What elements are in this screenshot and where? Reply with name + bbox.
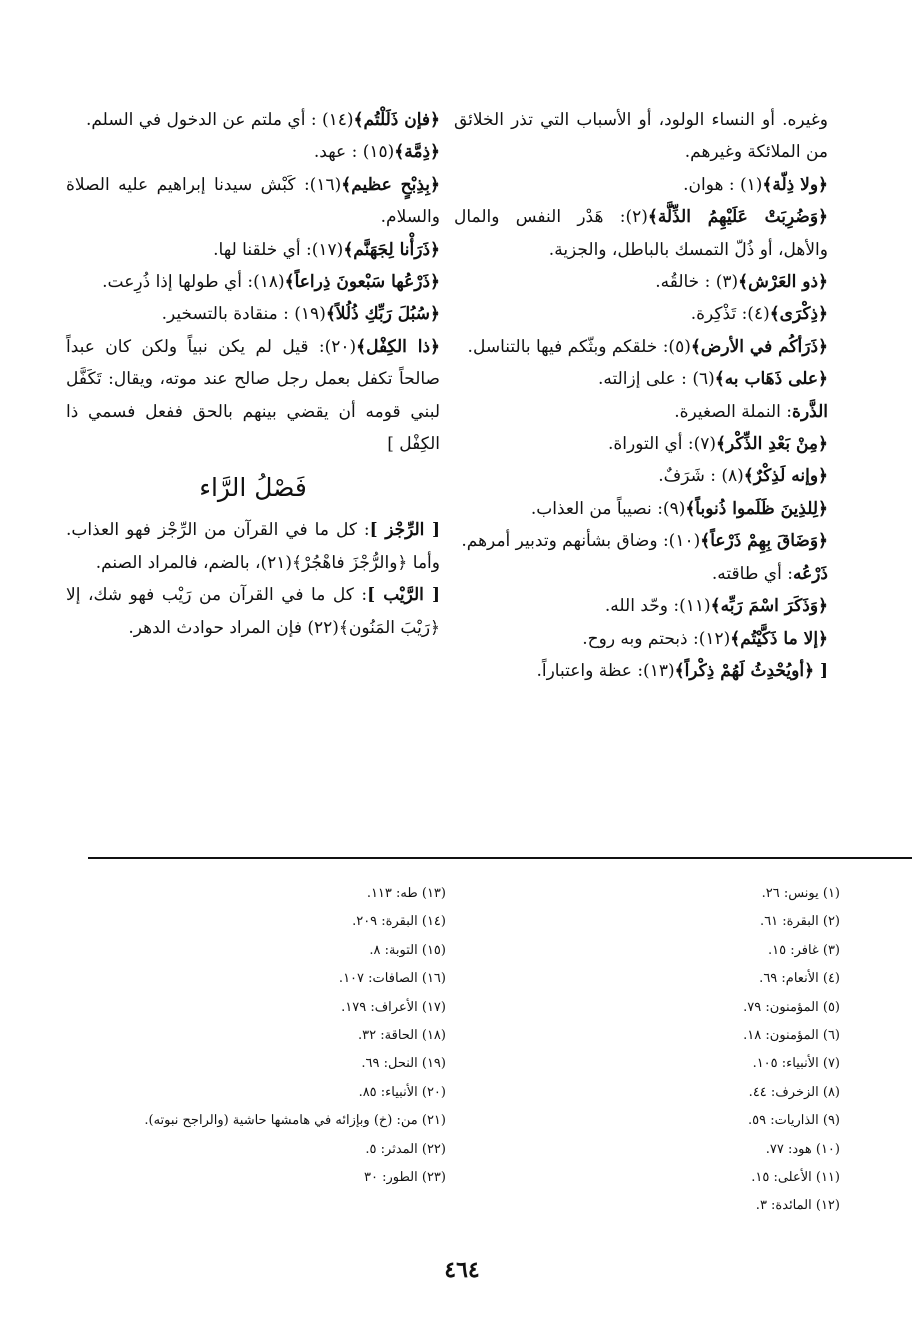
entry-definition: (٦) : على إزالته.	[597, 369, 715, 390]
entry-definition: وغيره. أو النساء الولود، أو الأسباب التي تذر الخلائق من الملائكة وغيرهم.	[454, 110, 828, 163]
entry-term: ﴿ذَرَأكُم في الأرض﴾	[690, 336, 828, 357]
entry-term: ﴿سُبُلَ رَبِّكِ ذُلُلاً﴾	[325, 304, 440, 325]
section-title: فَصْلُ الرَّاء	[199, 473, 307, 503]
entry-term: ﴿ذِكْرَى﴾	[769, 304, 828, 325]
entry-definition: (١) : هوان.	[683, 174, 763, 195]
footnote-item: (٥) المؤمنون: ٧٩.	[743, 999, 840, 1015]
footnote-item: (١٦) الصافات: ١٠٧.	[338, 971, 446, 987]
entry-definition: : النملة الصغيرة.	[674, 401, 793, 422]
entry-definition: (١٢): ذبحتم وبه روح.	[582, 628, 731, 649]
entry-definition: (١٤) : أي ملتم عن الدخول في السلم.	[85, 110, 354, 130]
glossary-entry	[454, 558, 828, 590]
glossary-entry	[66, 331, 440, 461]
entry-definition: : كل ما في القرآن من رَيْب فهو شك، إلا ﴿رَيْبَ المَنُون﴾(٢٢) فإن المراد حوادث الدهر.	[66, 585, 440, 638]
entry-term: الذَّرة	[792, 401, 828, 422]
entry-term: ﴿لِلذِينَ ظَلَموا ذُنوباً﴾	[685, 498, 828, 519]
entry-term: ﴿ذَرْعُها سَبْعونَ ذِراعاً﴾	[284, 272, 440, 293]
footnote-item: (٤) الأنعام: ٦٩.	[759, 971, 840, 987]
entry-definition: (٨) : شَرَفٌ.	[658, 466, 744, 487]
glossary-entry	[454, 169, 828, 201]
entry-definition: (١٣): عظة واعتباراً.	[536, 660, 675, 681]
glossary-entry	[454, 460, 828, 492]
glossary-entry	[454, 525, 828, 557]
glossary-entry	[454, 331, 828, 363]
glossary-entry	[66, 169, 440, 234]
entry-term: ﴿بِذِبْحٍ عظيم﴾	[341, 174, 440, 195]
entry-term: ﴿ذو العَرْش﴾	[738, 272, 828, 293]
footnote-item: (٢٠) الأنبياء: ٨٥.	[358, 1084, 446, 1100]
footnote-item: (٧) الأنبياء: ١٠٥.	[752, 1056, 840, 1072]
footnote-item: (١٣) طه: ١١٣.	[366, 886, 446, 901]
entry-definition: (١٠): وضاق بشأنهم وتدبير أمرهم.	[461, 531, 701, 552]
right-text-column	[454, 104, 828, 687]
glossary-entry	[454, 590, 828, 622]
glossary-entry	[454, 363, 828, 395]
glossary-entry	[454, 428, 828, 460]
glossary-entry	[66, 298, 440, 330]
footnotes-right-column	[560, 880, 840, 1221]
footnote-item: (١٠) هود: ٧٧.	[765, 1141, 840, 1157]
footnote-item: (١٢) المائدة: ٣.	[755, 1198, 840, 1214]
footnote-item: (١٤) البقرة: ٢٠٩.	[352, 914, 446, 930]
entry-term: ﴿على ذَهَاب به﴾	[714, 369, 828, 390]
footnote-item: (١٧) الأعراف: ١٧٩.	[341, 999, 446, 1015]
entry-term: [ الرِّجْز ]	[369, 520, 440, 541]
entry-term: ﴿وَضَاقَ بِهِمْ ذَرْعاً﴾	[700, 531, 828, 552]
entry-definition: (٢٠): قيل لم يكن نبياً ولكن كان عبداً صالحاً تكفل بعمل رجل صالح عند موته، ويقال: تَكَفَّل لبني قومه أن يقضي بينهم بالحق ففعل فسمي ذا الكِفْل ]	[66, 336, 440, 455]
entry-definition: (١٨): أي طولها إذا ذُرِعت.	[102, 272, 285, 293]
entry-term: ﴿ذَرَأْنا لِجَهَنَّم﴾	[343, 239, 440, 260]
glossary-entry	[454, 396, 828, 428]
entry-term: [ ﴿أويُحْدِثُ لَهُمْ ذِكْراً﴾	[674, 660, 828, 681]
entry-term: ﴿وَذَكَرَ اسْمَ رَبِّه﴾	[710, 596, 828, 617]
footnote-item: (٨) الزخرف: ٤٤.	[748, 1084, 840, 1100]
page-number: ٤٦٤	[444, 1257, 480, 1283]
glossary-entry	[454, 104, 828, 169]
entry-term: ﴿وإنه لَذِكْرٌ﴾	[743, 466, 828, 487]
entry-definition: (٢): هَدْر النفس والمال والأهل، أو ذُلّ التمسك بالباطل، والجزية.	[454, 207, 828, 260]
entry-term: ﴿مِنْ بَعْدِ الذِّكْر﴾	[716, 434, 828, 455]
footnote-divider	[88, 857, 912, 859]
left-column-entries	[66, 104, 440, 460]
entry-term: ﴿فإن ذَلَلْتُم﴾	[353, 110, 440, 130]
left-text-column	[66, 104, 440, 644]
footnote-item: (١٩) النحل: ٦٩.	[361, 1056, 446, 1072]
glossary-entry	[66, 266, 440, 298]
glossary-entry	[454, 298, 828, 330]
entry-definition: (١٩) : منقادة بالتسخير.	[161, 304, 326, 325]
entry-definition: (٩): نصيباً من العذاب.	[530, 498, 686, 519]
entry-term: ﴿وَضُرِبَتْ عَلَيْهِمُ الذِّلَّة﴾	[647, 207, 828, 228]
glossary-entry	[66, 104, 440, 136]
footnote-item: (١١) الأعلى: ١٥.	[751, 1170, 840, 1186]
entry-term: ﴿ذا الكِفْل﴾	[356, 336, 440, 357]
left-column-section-entries	[66, 514, 440, 644]
footnote-item: (٢٢) المدثر: ٥.	[365, 1141, 446, 1157]
entry-term: ﴿ولا ذِلّة﴾	[762, 174, 828, 195]
footnotes-left-column	[40, 880, 446, 1192]
footnote-item: (١) يونس: ٢٦.	[761, 886, 840, 901]
glossary-entry	[66, 136, 440, 168]
footnote-item: (٦) المؤمنون: ١٨.	[743, 1028, 840, 1044]
glossary-entry	[454, 655, 828, 687]
entry-definition: : أي طاقته.	[711, 563, 793, 584]
entry-definition: (٣) : خالقُه.	[655, 272, 739, 293]
entry-definition: (١٦): كَبْش سيدنا إبراهيم عليه الصلاة والسلام.	[66, 174, 440, 228]
glossary-entry	[454, 201, 828, 266]
glossary-entry	[454, 623, 828, 655]
entry-definition: : كل ما في القرآن من الرِّجْز فهو العذاب. وأما ﴿والرُّجْزَ فاهْجُرْ﴾(٢١)، بالضم، فالمراد الصنم.	[66, 520, 440, 573]
footnote-item: (٢) البقرة: ٦١.	[760, 914, 840, 930]
entry-term: ﴿إلا ما ذَكَّيْتُم﴾	[730, 628, 828, 649]
entry-definition: (١١): وحّد الله.	[604, 596, 711, 617]
glossary-entry	[66, 579, 440, 644]
footnote-item: (١٨) الحاقة: ٣٢.	[358, 1028, 446, 1044]
glossary-entry	[454, 266, 828, 298]
glossary-entry	[66, 234, 440, 266]
footnote-item: (٩) الذاريات: ٥٩.	[748, 1113, 840, 1129]
entry-definition: (٥): خلقكم وبثّكم فيها بالتناسل.	[467, 336, 691, 357]
entry-definition: (٤): تَذْكِرة.	[690, 304, 770, 325]
glossary-entry	[66, 514, 440, 579]
glossary-entry	[454, 493, 828, 525]
footnote-item: (٣) غافر: ١٥.	[767, 942, 840, 958]
entry-term: ذَرْعُه	[792, 563, 828, 584]
footnote-item: (٢١) من: (خ) وبإزائه في هامشها حاشية (والراجح نبوته).	[144, 1113, 446, 1129]
entry-definition: (٧): أي التوراة.	[607, 434, 717, 455]
footnote-item: (١٥) التوبة: ٨.	[369, 942, 446, 958]
entry-definition: (١٧): أي خلقنا لها.	[213, 239, 344, 260]
entry-term: [ الرَّيْب ]	[367, 585, 440, 606]
entry-term: ﴿ذِمَّة﴾	[394, 142, 440, 163]
footnote-item: (٢٣) الطور: ٣٠	[364, 1170, 446, 1186]
entry-definition: (١٥) : عهد.	[313, 142, 395, 163]
